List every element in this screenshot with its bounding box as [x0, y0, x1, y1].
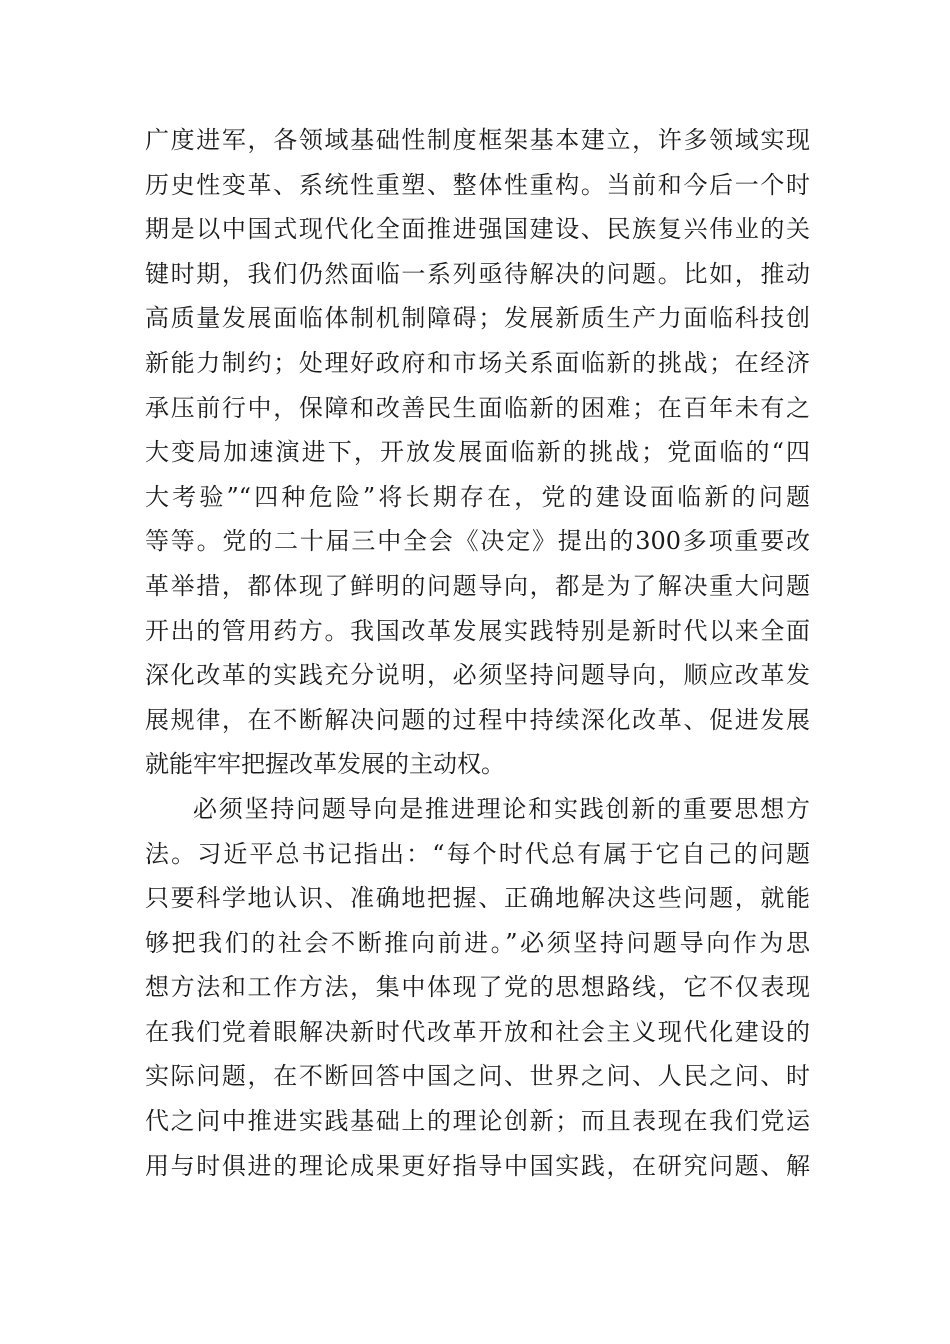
- text-line: 开出的管用药方。我国改革发展实践特别是新时代以来全面: [145, 616, 810, 645]
- text-line: 深化改革的实践充分说明，必须坚持问题导向，顺应改革发: [145, 661, 810, 690]
- text-line: 承压前行中，保障和改善民生面临新的困难；在百年未有之: [145, 393, 810, 422]
- text-line: 展规律，在不断解决问题的过程中持续深化改革、促进发展: [145, 705, 810, 734]
- text-line: 够把我们的社会不断推向前进。”必须坚持问题导向作为思: [145, 928, 810, 957]
- text-line: 广度进军，各领域基础性制度框架基本建立，许多领域实现: [145, 126, 810, 154]
- text-line: 高质量发展面临体制机制障碍；发展新质生产力面临科技创: [145, 304, 810, 333]
- text-line: 键时期，我们仍然面临一系列亟待解决的问题。比如，推动: [145, 259, 810, 288]
- text-line: 法。习近平总书记指出：“每个时代总有属于它自己的问题: [145, 839, 810, 868]
- text-line: 革举措，都体现了鲜明的问题导向，都是为了解决重大问题: [145, 571, 810, 600]
- text-line: 必须坚持问题导向是推进理论和实践创新的重要思想方: [193, 794, 810, 823]
- text-line: 代之问中推进实践基础上的理论创新；而且表现在我们党运: [145, 1107, 810, 1136]
- text-line: 新能力制约；处理好政府和市场关系面临新的挑战；在经济: [145, 348, 810, 377]
- text-line: 等等。党的二十届三中全会《决定》提出的300多项重要改: [145, 527, 810, 556]
- text-line: 在我们党着眼解决新时代改革开放和社会主义现代化建设的: [145, 1017, 810, 1046]
- text-line: 用与时俱进的理论成果更好指导中国实践，在研究问题、解: [145, 1151, 810, 1180]
- text-line: 只要科学地认识、准确地把握、正确地解决这些问题，就能: [145, 884, 810, 913]
- text-line: 期是以中国式现代化全面推进强国建设、民族复兴伟业的关: [145, 215, 810, 244]
- text-line: 大变局加速演进下，开放发展面临新的挑战；党面临的“四: [145, 438, 810, 467]
- text-line: 想方法和工作方法，集中体现了党的思想路线，它不仅表现: [145, 973, 810, 1002]
- document-body: [145, 118, 810, 1188]
- text-line: 历史性变革、系统性重塑、整体性重构。当前和今后一个时: [145, 170, 810, 199]
- text-line: 就能牢牢把握改革发展的主动权。: [145, 750, 505, 779]
- text-line: 大考验”“四种危险”将长期存在，党的建设面临新的问题: [145, 482, 810, 511]
- paragraph-1: [145, 118, 810, 787]
- text-line: 实际问题，在不断回答中国之问、世界之问、人民之问、时: [145, 1062, 810, 1091]
- paragraph-2: [145, 787, 810, 1188]
